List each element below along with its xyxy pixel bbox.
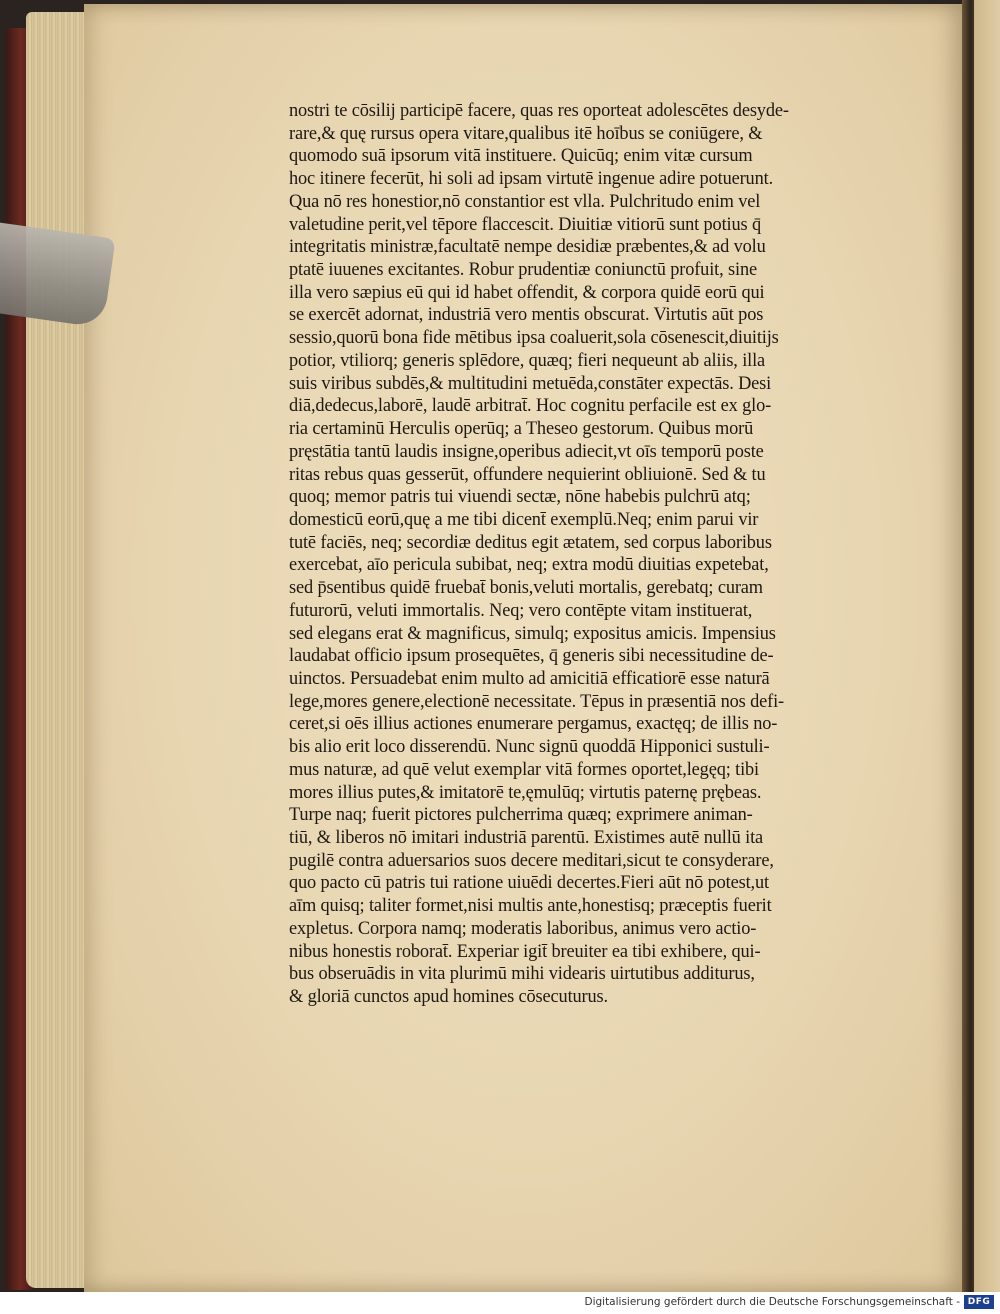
- text-line: quomodo suā ipsorum vitā instituere. Quicūq; enim vitæ cursum: [289, 145, 753, 167]
- text-line: rare,& quę rursus opera vitare,qualibus itē hoībus se coniūgere, &: [289, 122, 763, 144]
- text-line: bis alio erit loco disserendū. Nunc signū quoddā Hipponici sustuli-: [289, 736, 770, 758]
- text-line: sed p̄sentibus quidē fruebat̄ bonis,veluti mortalis, gerebatq; curam: [289, 577, 763, 599]
- text-line: mus naturæ, ad quē velut exemplar vitā formes oportet,legęq; tibi: [289, 758, 759, 780]
- text-line: domesticū eorū,quę a me tibi dicent̄ exemplū.Neq; enim parui vir: [289, 508, 759, 530]
- text-line: sessio,quorū bona fide mētibus ipsa coaluerit,sola cōsenescit,diuitijs: [289, 327, 779, 349]
- text-line: laudabat officio ipsum prosequētes, q̄ generis sibi necessitudine de-: [289, 645, 774, 667]
- text-line: potior, vtiliorq; generis splēdore, quæq; fieri nequeunt ab aliis, illa: [289, 349, 766, 371]
- dfg-logo: DFG: [964, 1295, 994, 1309]
- text-line: se exercēt adornat, industriā vero mentis obscurat. Virtutis aūt pos: [289, 304, 764, 326]
- text-line: suis viribus subdēs,& multitudini metuēda,constāter expectās. Desi: [289, 372, 772, 394]
- text-line: bus obseruādis in vita plurimū mihi videaris uirtutibus additurus,: [289, 963, 755, 985]
- footer-credit: Digitalisierung gefördert durch die Deutsche Forschungsgemeinschaft -: [584, 1296, 960, 1308]
- text-line: futurorū, veluti immortalis. Neq; vero contēpte vitam instituerat,: [289, 599, 753, 621]
- text-line: mores illius putes,& imitatorē te,ęmulūq; virtutis paternę prębeas.: [289, 781, 762, 803]
- text-line: nibus honestis roborat̄. Experiar igit̄ breuiter ea tibi exhibere, qui-: [289, 940, 761, 962]
- text-line: ritas rebus quas gesserūt, offundere nequierint obliuionē. Sed & tu: [289, 463, 766, 485]
- text-line: uinctos. Persuadebat enim multo ad amicitiā efficatiorē esse naturā: [289, 667, 770, 689]
- footer-bar: [0, 1292, 1000, 1314]
- text-line: ptatē iuuenes excitantes. Robur prudentiæ coniunctū profuit, sine: [289, 259, 757, 281]
- page-text-block: [289, 100, 909, 1009]
- text-line: ceret,si oēs illius actiones enumerare pergamus, exactęq; de illis no-: [289, 713, 778, 735]
- text-line: expletus. Corpora namq; moderatis laboribus, animus vero actio-: [289, 917, 757, 939]
- text-line: nostri te cōsilij participē facere, quas res oporteat adolescētes desyde-: [289, 100, 789, 121]
- text-line: hoc itinere fecerūt, hi soli ad ipsam virtutē ingenue adire potuerunt.: [289, 168, 774, 190]
- text-line: quo pacto cū patris tui ratione uiuēdi decertes.Fieri aūt nō potest,ut: [289, 872, 769, 894]
- text-line: sed elegans erat & magnificus, simulq; expositus amicis. Impensius: [289, 622, 776, 644]
- text-line: integritatis ministræ,facultatē nempe desidiæ præbentes,& ad volu: [289, 236, 766, 258]
- text-line: valetudine perit,vel tēpore flaccescit. Diuitiæ vitiorū sunt potius q̄: [289, 213, 761, 235]
- text-line: ria certaminū Herculis operūq; a Theseo gestorum. Quibus morū: [289, 418, 754, 440]
- text-line: tutē faciēs, neq; secordiæ deditus egit ætatem, sed corpus laboribus: [289, 531, 772, 553]
- text-line: illa vero sæpius eū qui id habet offendit, & corpora quidē eorū qui: [289, 281, 765, 303]
- text-line: lege,mores genere,electionē necessitate. Tēpus in præsentiā nos defi-: [289, 690, 785, 712]
- text-line: diā,dedecus,laborē, laudē arbitrat̄. Hoc cognitu perfacile est ex glo-: [289, 395, 772, 417]
- text-line: pugilē contra aduersarios suos decere meditari,sicut te consyderare,: [289, 849, 774, 871]
- text-line: tiū, & liberos nō imitari industriā parentū. Existimes autē nullū ita: [289, 827, 764, 848]
- text-line: aīm quisq; taliter formet,nisi multis ante,honestisq; præceptis fuerit: [289, 895, 772, 917]
- facing-page-edge: [974, 0, 1000, 1292]
- text-line: quoq; memor patris tui viuendi sectæ, nōne habebis pulchrū atq;: [289, 486, 751, 508]
- text-line: pręstātia tantū laudis insigne,operibus adiecit,vt oīs temporū poste: [289, 440, 764, 462]
- text-line: Qua nō res honestior,nō constantior est vlla. Pulchritudo enim vel: [289, 190, 761, 212]
- text-line: exercebat, aīo pericula subibat, neq; extra modū diuitias expetebat,: [289, 554, 769, 576]
- text-line: Turpe naq; fuerit pictores pulcherrima quæq; exprimere animan-: [289, 804, 753, 826]
- text-line: & gloriā cunctos apud homines cōsecuturus.: [289, 986, 608, 1008]
